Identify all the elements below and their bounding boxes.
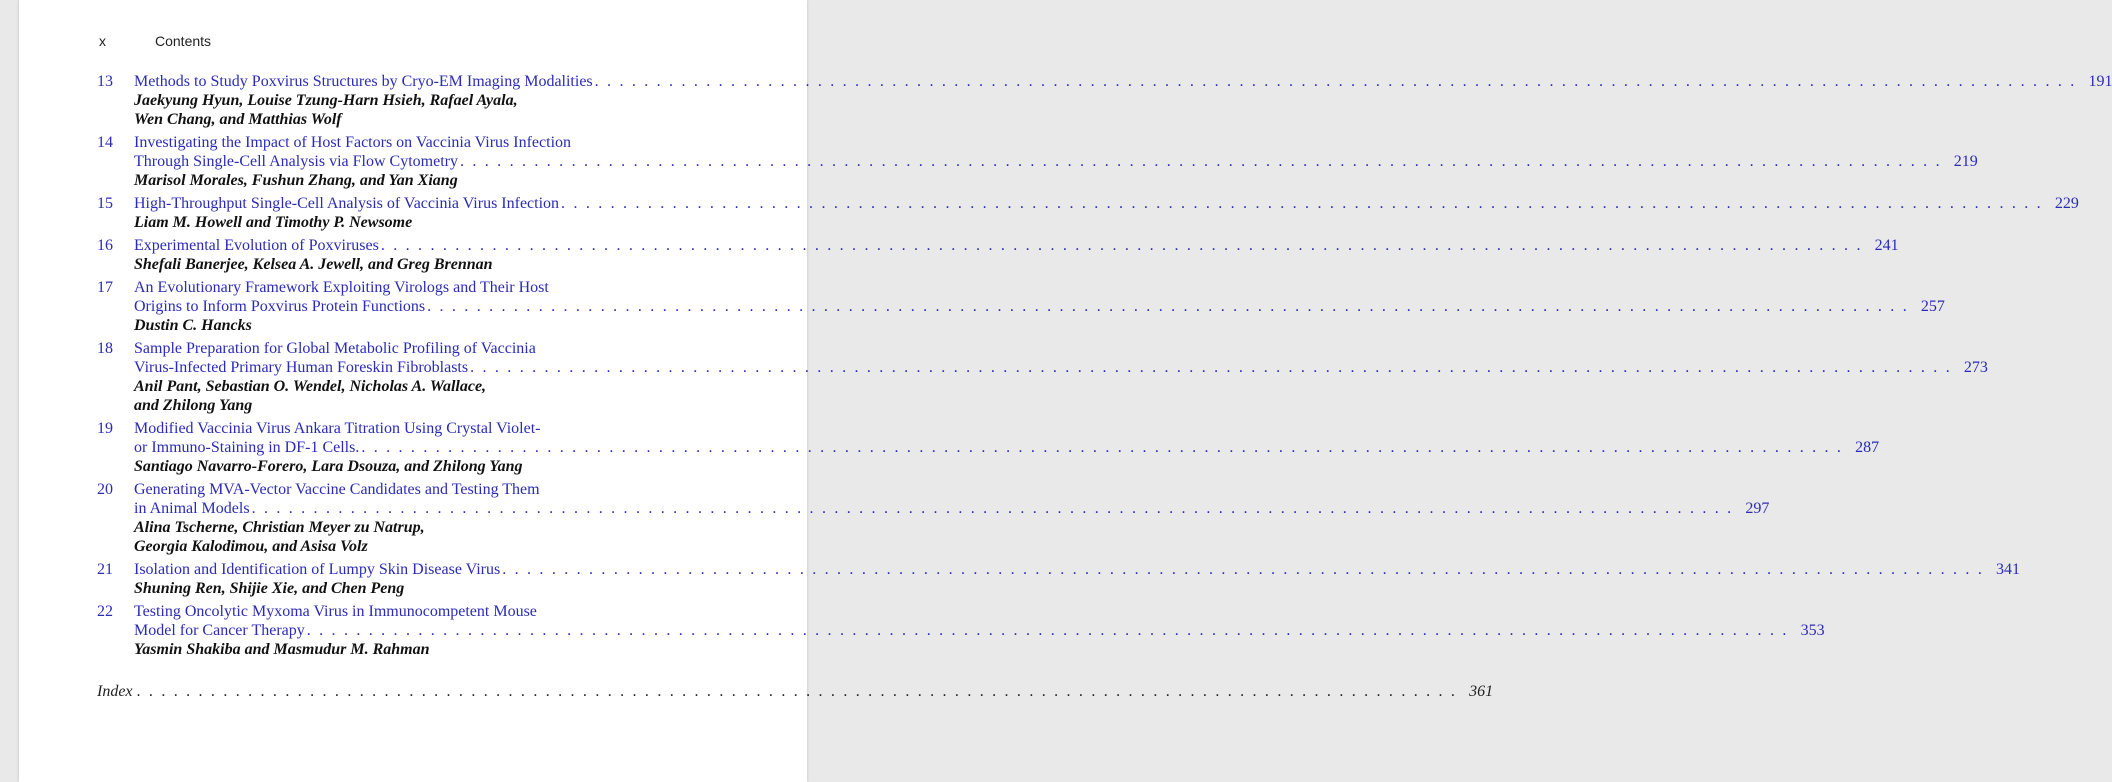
chapter-number[interactable]: 16 — [97, 237, 113, 254]
toc-entry[interactable] — [97, 236, 1899, 274]
leader-dots: . . . . . . . . . . . . . . . . . . . . . . . . . . . . . . . . . . . . . . . . . . . . . . . . . . . . . . . . . . . . . . . . . . . . . . . . . . . . . . . . . . . . . . . . . . . . . . . . . . . . . . . . . . . . . . . . . . . . . . . . — [380, 237, 1863, 254]
toc-entry[interactable] — [97, 194, 2079, 232]
chapter-number[interactable]: 18 — [97, 340, 113, 357]
index-page-number[interactable]: 361 — [1469, 683, 1494, 700]
chapter-title-text[interactable]: Modified Vaccinia Virus Ankara Titration Using Crystal Violet- — [134, 420, 541, 437]
chapter-title-line[interactable] — [134, 438, 1880, 457]
toc-entry[interactable] — [97, 278, 1945, 335]
chapter-title-text[interactable]: or Immuno-Staining in DF-1 Cells. — [134, 439, 360, 456]
chapter-authors: and Zhilong Yang — [134, 397, 253, 414]
index-leader-dots: . . . . . . . . . . . . . . . . . . . . . . . . . . . . . . . . . . . . . . . . . . . . . . . . . . . . . . . . . . . . . . . . . . . . . . . . . . . . . . . . . . . . . . . . . . . . . . . . . . . . . . . . . . . — [136, 683, 1458, 700]
header-page-number: x — [99, 33, 106, 49]
chapter-title-line[interactable] — [134, 236, 1899, 255]
toc-entry-body — [134, 278, 1945, 335]
chapter-number[interactable]: 19 — [97, 420, 113, 437]
toc-entry[interactable] — [97, 560, 2021, 598]
leader-dots: . . . . . . . . . . . . . . . . . . . . . . . . . . . . . . . . . . . . . . . . . . . . . . . . . . . . . . . . . . . . . . . . . . . . . . . . . . . . . . . . . . . . . . . . . . . . . . . . . . . . . . . . . . . . . . . . . . . . . . . . — [470, 359, 1952, 376]
chapter-title-text[interactable]: Origins to Inform Poxvirus Protein Functions — [134, 298, 426, 315]
toc-entry-body — [134, 560, 2021, 598]
chapter-title-text[interactable]: Sample Preparation for Global Metabolic Profiling of Vaccinia — [134, 340, 536, 357]
chapter-authors: Dustin C. Hancks — [134, 317, 252, 334]
toc-entry[interactable] — [97, 602, 1825, 659]
leader-dots: . . . . . . . . . . . . . . . . . . . . . . . . . . . . . . . . . . . . . . . . . . . . . . . . . . . . . . . . . . . . . . . . . . . . . . . . . . . . . . . . . . . . . . . . . . . . . . . . . . . . . . . . . . . . . . . . . . . . . . . . — [459, 153, 1942, 170]
leader-dots: . . . . . . . . . . . . . . . . . . . . . . . . . . . . . . . . . . . . . . . . . . . . . . . . . . . . . . . . . . . . . . . . . . . . . . . . . . . . . . . . . . . . . . . . . . . . . . . . . . . . . . . . . . . . . . . . . . . . . . . . — [251, 500, 1734, 517]
chapter-page-number[interactable]: 353 — [1800, 622, 1825, 639]
chapter-page-number[interactable]: 297 — [1745, 500, 1770, 517]
leader-dots: . . . . . . . . . . . . . . . . . . . . . . . . . . . . . . . . . . . . . . . . . . . . . . . . . . . . . . . . . . . . . . . . . . . . . . . . . . . . . . . . . . . . . . . . . . . . . . . . . . . . . . . . . . . . . . . . . . . . . . . . — [502, 561, 1985, 578]
chapter-title-text[interactable]: Investigating the Impact of Host Factors on Vaccinia Virus Infection — [134, 134, 572, 151]
leader-dots: . . . . . . . . . . . . . . . . . . . . . . . . . . . . . . . . . . . . . . . . . . . . . . . . . . . . . . . . . . . . . . . . . . . . . . . . . . . . . . . . . . . . . . . . . . . . . . . . . . . . . . . . . . . . . . . . . . . . . . . . — [427, 298, 1909, 315]
chapter-authors: Alina Tscherne, Christian Meyer zu Natrup, — [134, 519, 425, 536]
index-label[interactable]: Index — [97, 683, 133, 700]
toc-entry[interactable] — [97, 133, 1978, 190]
chapter-page-number[interactable]: 229 — [2054, 195, 2079, 212]
chapter-title-line[interactable] — [134, 133, 730, 152]
chapter-number[interactable]: 21 — [97, 561, 113, 578]
chapter-title-text[interactable]: Isolation and Identification of Lumpy Skin Disease Virus — [134, 561, 501, 578]
chapter-title-text[interactable]: Experimental Evolution of Poxviruses — [134, 237, 379, 254]
toc-entry-body — [134, 480, 1770, 556]
toc-entry-body — [134, 236, 1899, 274]
toc-entry-body — [134, 602, 1825, 659]
chapter-title-line[interactable] — [134, 339, 730, 358]
leader-dots: . . . . . . . . . . . . . . . . . . . . . . . . . . . . . . . . . . . . . . . . . . . . . . . . . . . . . . . . . . . . . . . . . . . . . . . . . . . . . . . . . . . . . . . . . . . . . . . . . . . . . . . . . . . . . . . . . . . . . . . . — [594, 73, 2077, 90]
chapter-title-text[interactable]: Generating MVA-Vector Vaccine Candidates and Testing Them — [134, 481, 540, 498]
leader-dots: . . . . . . . . . . . . . . . . . . . . . . . . . . . . . . . . . . . . . . . . . . . . . . . . . . . . . . . . . . . . . . . . . . . . . . . . . . . . . . . . . . . . . . . . . . . . . . . . . . . . . . . . . . . . . . . . . . . . . . . . — [306, 622, 1789, 639]
chapter-title-line[interactable] — [134, 560, 2021, 579]
chapter-authors: Anil Pant, Sebastian O. Wendel, Nicholas A. Wallace, — [134, 378, 487, 395]
chapter-page-number[interactable]: 257 — [1920, 298, 1945, 315]
chapter-authors: Shefali Banerjee, Kelsea A. Jewell, and Greg Brennan — [134, 256, 493, 273]
chapter-title-line[interactable] — [134, 480, 730, 499]
chapter-title-text[interactable]: An Evolutionary Framework Exploiting Virologs and Their Host — [134, 279, 549, 296]
chapter-title-text[interactable]: Through Single-Cell Analysis via Flow Cytometry — [134, 153, 458, 170]
chapter-title-line[interactable] — [134, 72, 2112, 91]
table-of-contents — [97, 72, 2112, 663]
chapter-authors: Marisol Morales, Fushun Zhang, and Yan Xiang — [134, 172, 458, 189]
chapter-title-line[interactable] — [134, 358, 1988, 377]
chapter-title-line[interactable] — [134, 499, 1770, 518]
chapter-authors: Santiago Navarro-Forero, Lara Dsouza, and Zhilong Yang — [134, 458, 523, 475]
toc-entry-body — [134, 194, 2079, 232]
chapter-title-line[interactable] — [134, 419, 730, 438]
chapter-authors: Shuning Ren, Shijie Xie, and Chen Peng — [134, 580, 405, 597]
chapter-authors: Wen Chang, and Matthias Wolf — [134, 111, 342, 128]
chapter-number[interactable]: 20 — [97, 481, 113, 498]
toc-entry[interactable] — [97, 480, 1770, 556]
toc-entry-body — [134, 133, 1978, 190]
chapter-authors: Jaekyung Hyun, Louise Tzung-Harn Hsieh, Rafael Ayala, — [134, 92, 518, 109]
chapter-number[interactable]: 22 — [97, 603, 113, 620]
chapter-authors: Yasmin Shakiba and Masmudur M. Rahman — [134, 641, 430, 658]
chapter-title-line[interactable] — [134, 278, 730, 297]
chapter-title-text[interactable]: Model for Cancer Therapy — [134, 622, 305, 639]
chapter-page-number[interactable]: 273 — [1963, 359, 1988, 376]
chapter-title-text[interactable]: Methods to Study Poxvirus Structures by Cryo-EM Imaging Modalities — [134, 73, 593, 90]
chapter-authors: Liam M. Howell and Timothy P. Newsome — [134, 214, 413, 231]
toc-entry-body — [134, 419, 1880, 476]
chapter-title-line[interactable] — [134, 194, 2079, 213]
toc-entry[interactable] — [97, 339, 1988, 415]
chapter-title-text[interactable]: Virus-Infected Primary Human Foreskin Fibroblasts — [134, 359, 469, 376]
chapter-page-number[interactable]: 287 — [1855, 439, 1880, 456]
chapter-title-line[interactable] — [134, 297, 1945, 316]
chapter-title-line[interactable] — [134, 602, 730, 621]
header-title: Contents — [155, 33, 212, 49]
chapter-title-line[interactable] — [134, 621, 1825, 640]
chapter-number[interactable]: 14 — [97, 134, 113, 151]
chapter-page-number[interactable]: 191 — [2088, 73, 2112, 90]
chapter-title-text[interactable]: in Animal Models — [134, 500, 250, 517]
chapter-page-number[interactable]: 219 — [1953, 153, 1978, 170]
chapter-page-number[interactable]: 341 — [1996, 561, 2021, 578]
chapter-authors: Georgia Kalodimou, and Asisa Volz — [134, 538, 368, 555]
chapter-page-number[interactable]: 241 — [1874, 237, 1899, 254]
chapter-number[interactable]: 17 — [97, 279, 113, 296]
chapter-title-text[interactable]: Testing Oncolytic Myxoma Virus in Immunocompetent Mouse — [134, 603, 537, 620]
document-page — [19, 0, 2112, 782]
toc-entry[interactable] — [97, 72, 2112, 129]
chapter-number[interactable]: 13 — [97, 73, 113, 90]
chapter-title-line[interactable] — [134, 152, 1978, 171]
toc-entry[interactable] — [97, 419, 1880, 476]
toc-index-entry[interactable] — [97, 683, 1494, 701]
toc-entry-body — [134, 72, 2112, 129]
chapter-number[interactable]: 15 — [97, 195, 113, 212]
leader-dots: . . . . . . . . . . . . . . . . . . . . . . . . . . . . . . . . . . . . . . . . . . . . . . . . . . . . . . . . . . . . . . . . . . . . . . . . . . . . . . . . . . . . . . . . . . . . . . . . . . . . . . . . . . . . . . . . . . . . . . . . — [561, 195, 2043, 212]
chapter-title-text[interactable]: High-Throughput Single-Cell Analysis of Vaccinia Virus Infection — [134, 195, 560, 212]
toc-entry-body — [134, 339, 1988, 415]
leader-dots: . . . . . . . . . . . . . . . . . . . . . . . . . . . . . . . . . . . . . . . . . . . . . . . . . . . . . . . . . . . . . . . . . . . . . . . . . . . . . . . . . . . . . . . . . . . . . . . . . . . . . . . . . . . . . . . . . . . . . . . . — [361, 439, 1844, 456]
